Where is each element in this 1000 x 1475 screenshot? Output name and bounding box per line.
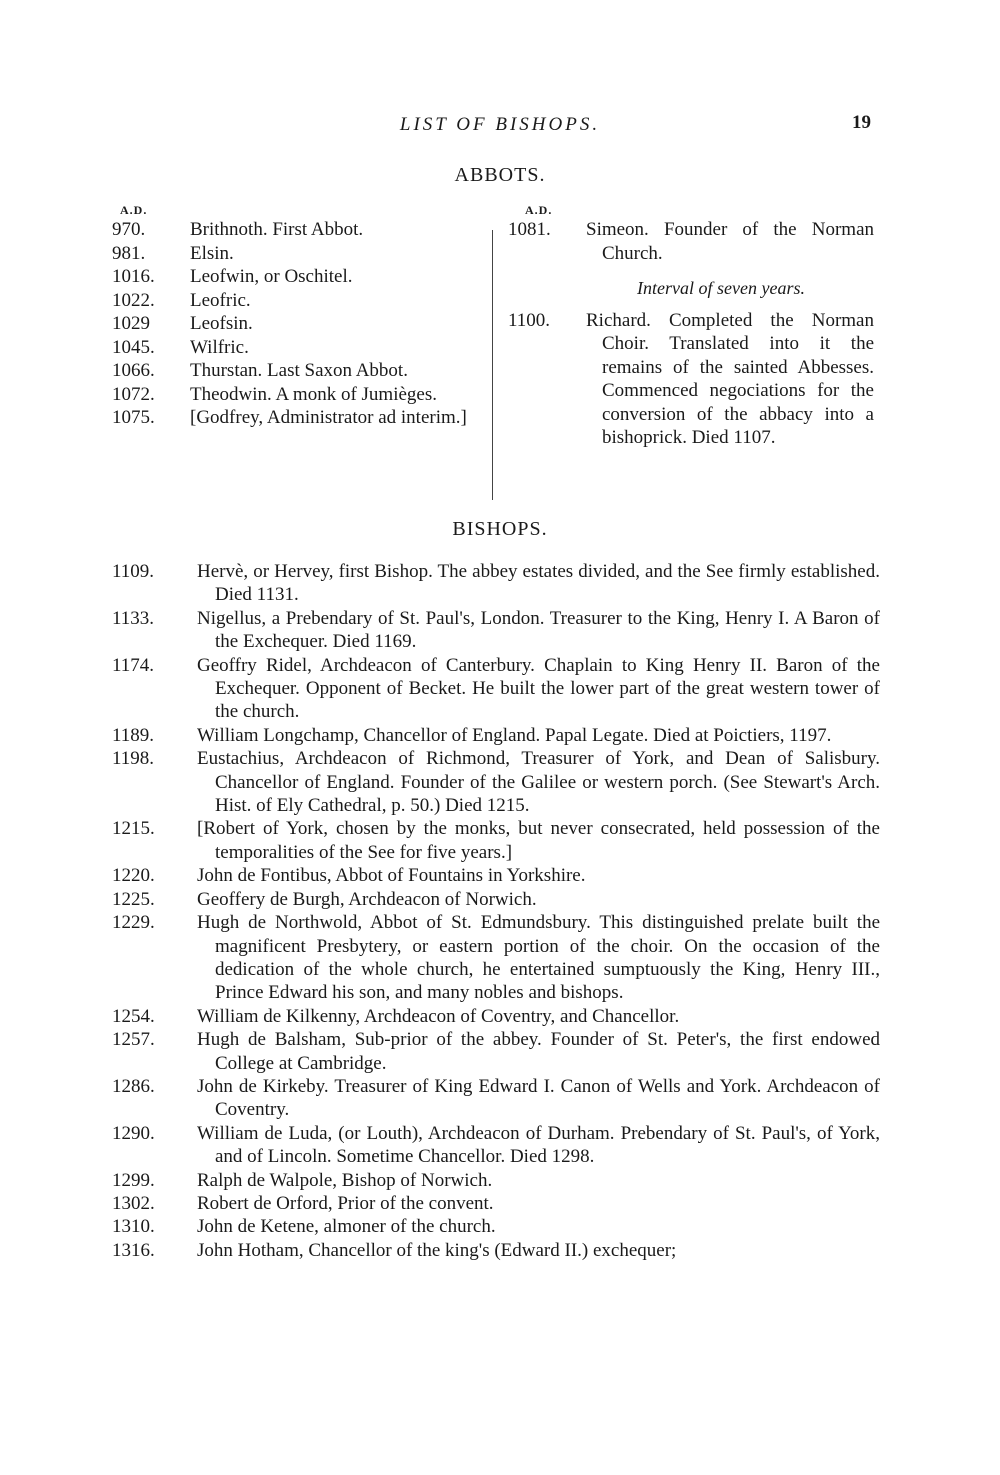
bishop-entry: [112, 1075, 880, 1122]
bishop-year: 1310.: [112, 1216, 155, 1238]
bishop-year: 1229.: [112, 912, 155, 934]
bishop-text: Eustachius, Archdeacon of Richmond, Treasurer of York, and Dean of Salisbury. Chancellor of England. Founder of the Galilee or western porch. (See Stewart's Arch. Hist. of Ely Cathedral, p. 50.) Died 1215.: [197, 748, 880, 817]
bishop-entry: [112, 864, 880, 887]
abbot-text: Theodwin. A monk of Jumièges.: [190, 383, 437, 405]
abbot-year: 970.: [112, 219, 146, 240]
abbot-text: Richard. Completed the Norman Choir. Translated into it the remains of the sainted Abbesses. Commenced negociations for the conversion of the abbacy into a bishoprick. Died 1107.: [586, 309, 874, 448]
bishop-text: William Longchamp, Chancellor of England. Papal Legate. Died at Poictiers, 1197.: [197, 724, 832, 746]
abbot-year: 1072.: [112, 383, 155, 405]
column-divider: [492, 230, 493, 500]
bishop-year: 1290.: [112, 1122, 155, 1144]
bishop-entry: [112, 1122, 880, 1169]
bishop-text: [Robert of York, chosen by the monks, but never consecrated, held possession of the temporalities of the See for five years.]: [197, 818, 880, 863]
bishop-entry: [112, 607, 880, 654]
abbot-entry: [112, 289, 484, 313]
bishop-text: Nigellus, a Prebendary of St. Paul's, London. Treasurer to the King, Henry I. A Baron of the Exchequer. Died 1169.: [197, 607, 880, 653]
bishop-entry: [112, 1028, 880, 1075]
bishop-year: 1225.: [112, 888, 155, 910]
abbot-text: [Godfrey, Administrator ad interim.]: [190, 407, 467, 428]
ad-label-left: A.D.: [120, 203, 148, 217]
bishop-year: 1254.: [112, 1005, 155, 1027]
bishop-entry: [112, 747, 880, 817]
abbot-text: Brithnoth. First Abbot.: [190, 219, 364, 240]
bishop-text: John Hotham, Chancellor of the king's (Edward II.) exchequer;: [197, 1239, 677, 1261]
bishop-text: Geoffery de Burgh, Archdeacon of Norwich.: [197, 888, 537, 910]
abbot-text: Leofric.: [190, 289, 251, 311]
bishop-year: 1189.: [112, 724, 155, 746]
abbot-entry: [508, 218, 874, 265]
abbot-year: 981.: [112, 242, 146, 264]
abbot-year: 1100.: [508, 309, 551, 331]
bishop-entry: [112, 1169, 880, 1192]
bishop-entry: [112, 1239, 880, 1262]
bishop-text: John de Kirkeby. Treasurer of King Edward I. Canon of Wells and York. Archdeacon of Coventry.: [197, 1075, 880, 1121]
abbot-entry: [112, 265, 484, 289]
bishop-year: 1257.: [112, 1029, 155, 1051]
bishop-text: William de Luda, (or Louth), Archdeacon of Durham. Prebendary of St. Paul's, of York, and of Lincoln. Sometime Chancellor. Died 1298.: [197, 1122, 880, 1168]
page-number: 19: [852, 112, 871, 133]
abbot-year: 1066.: [112, 360, 155, 381]
abbot-entry: [112, 218, 484, 242]
running-head: LIST OF BISHOPS.: [399, 114, 601, 135]
abbot-year: 1022.: [112, 289, 155, 311]
abbot-year: 1081.: [508, 219, 551, 240]
bishop-year: 1316.: [112, 1239, 155, 1261]
bishop-entry: [112, 654, 880, 724]
bishop-entry: [112, 1005, 880, 1028]
bishop-entry: [112, 560, 880, 607]
bishop-entry: [112, 1215, 880, 1238]
abbot-entry: [112, 312, 484, 336]
interval-note: Interval of seven years.: [637, 278, 805, 298]
bishop-year: 1215.: [112, 818, 155, 840]
abbot-text: Simeon. Founder of the Norman Church.: [586, 219, 874, 264]
bishop-entry: [112, 817, 880, 864]
bishops-heading: BISHOPS.: [452, 518, 548, 540]
bishop-year: 1174.: [112, 654, 155, 676]
abbot-text: Elsin.: [190, 242, 234, 264]
bishop-entry: [112, 888, 880, 911]
abbot-entry: [112, 336, 484, 360]
bishop-text: William de Kilkenny, Archdeacon of Coventry, and Chancellor.: [197, 1005, 680, 1027]
abbots-right-column: [508, 218, 874, 450]
abbot-text: Leofsin.: [190, 313, 253, 334]
bishop-text: Robert de Orford, Prior of the convent.: [197, 1192, 494, 1214]
bishop-year: 1299.: [112, 1169, 155, 1191]
abbot-year: 1075.: [112, 407, 155, 428]
abbot-text: Wilfric.: [190, 336, 249, 358]
abbot-entry: [112, 383, 484, 407]
bishop-text: Ralph de Walpole, Bishop of Norwich.: [197, 1169, 493, 1191]
ad-label-right: A.D.: [525, 203, 553, 217]
abbot-year: 1045.: [112, 336, 155, 358]
bishop-year: 1302.: [112, 1192, 155, 1214]
bishop-text: Geoffry Ridel, Archdeacon of Canterbury. Chaplain to King Henry II. Baron of the Exchequer. Opponent of Becket. He built the lower part of the great western tower of the church.: [197, 654, 880, 723]
abbot-year: 1016.: [112, 266, 155, 287]
abbot-year: 1029: [112, 313, 150, 334]
bishop-year: 1109.: [112, 561, 155, 582]
abbots-heading: ABBOTS.: [454, 164, 546, 186]
bishop-text: John de Fontibus, Abbot of Fountains in Yorkshire.: [197, 865, 586, 887]
abbot-text: Thurstan. Last Saxon Abbot.: [190, 360, 408, 381]
abbot-entry: [112, 359, 484, 383]
abbot-text: Leofwin, or Oschitel.: [190, 266, 353, 287]
bishop-year: 1286.: [112, 1075, 155, 1097]
bishop-entry: [112, 1192, 880, 1215]
bishop-year: 1198.: [112, 748, 155, 770]
bishop-entry: [112, 724, 880, 747]
bishop-text: Hervè, or Hervey, first Bishop. The abbey estates divided, and the See firmly established. Died 1131.: [197, 561, 880, 606]
abbots-left-column: [112, 218, 484, 430]
abbot-entry: [112, 406, 484, 430]
abbot-entry: [112, 242, 484, 266]
bishop-text: Hugh de Balsham, Sub-prior of the abbey. Founder of St. Peter's, the first endowed College at Cambridge.: [197, 1029, 880, 1074]
bishop-text: Hugh de Northwold, Abbot of St. Edmundsbury. This distinguished prelate built the magnificent Presbytery, or eastern portion of the choir. On the occasion of the dedication of the whole church, he entertained sumptuously the King, Henry III., Prince Edward his son, and many nobles and bishops.: [197, 912, 880, 1004]
bishop-year: 1133.: [112, 607, 155, 629]
abbot-entry: [508, 309, 874, 450]
bishop-text: John de Ketene, almoner of the church.: [197, 1216, 496, 1238]
bishop-entry: [112, 911, 880, 1005]
bishops-list: [112, 560, 880, 1262]
bishop-year: 1220.: [112, 865, 155, 887]
